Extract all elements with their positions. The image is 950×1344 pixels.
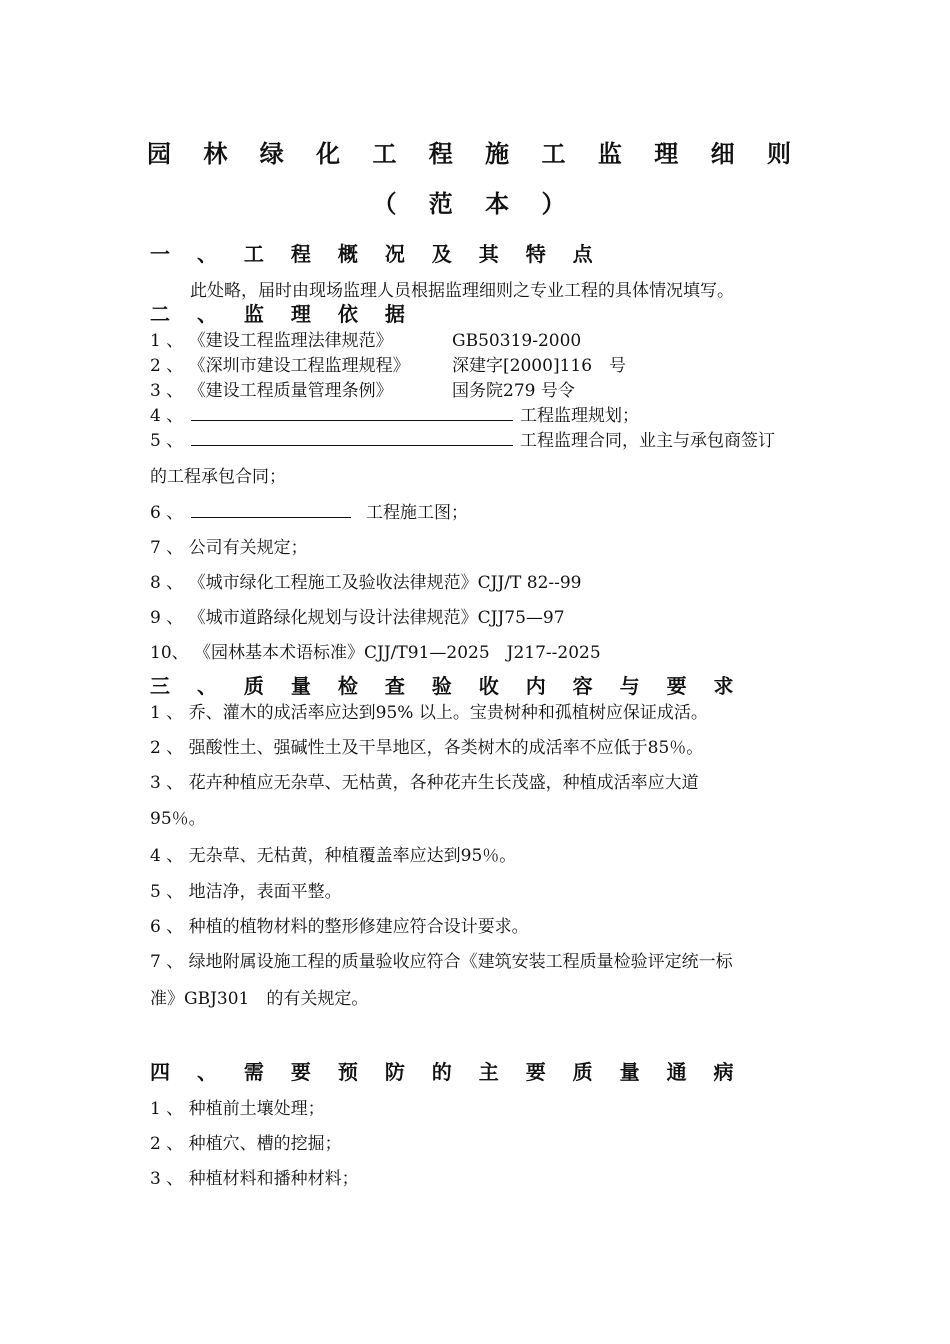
quality-item-3: 3 、 花卉种植应无杂草、无枯黄，各种花卉生长茂盛，种植成活率应大道 — [150, 773, 699, 793]
basis-item-3: 3 、 《建设工程质量管理条例》 国务院279 号令 — [150, 381, 575, 401]
section-heading-1: 一 、 工 程 概 况 及 其 特 点 — [150, 242, 603, 266]
basis-item-8: 8 、 《城市绿化工程施工及验收法律规范》CJJ/T 82--99 — [150, 573, 582, 593]
blank-line — [191, 431, 513, 446]
section-heading-4: 四 、 需 要 预 防 的 主 要 质 量 通 病 — [150, 1060, 744, 1084]
basis-item-9: 9 、 《城市道路绿化规划与设计法律规范》CJJ75—97 — [150, 608, 565, 628]
defect-item-2: 2 、 种植穴、槽的挖掘； — [150, 1134, 342, 1154]
quality-item-6: 6 、 种植的植物材料的整形修建应符合设计要求。 — [150, 917, 529, 937]
blank-line — [191, 503, 351, 518]
basis-item-10: 10、 《园林基本术语标准》CJJ/T91—2025 J217--2025 — [150, 643, 601, 663]
quality-item-7-continued: 准》GBJ301 的有关规定。 — [150, 989, 369, 1009]
basis-item-4: 4 、 工程监理规划； — [150, 406, 640, 426]
quality-item-7: 7 、 绿地附属设施工程的质量验收应符合《建筑安装工程质量检验评定统一标 — [150, 952, 733, 972]
quality-item-2: 2 、 强酸性土、强碱性土及干旱地区，各类树木的成活率不应低于85％。 — [150, 738, 704, 758]
section-heading-2: 二 、 监 理 依 据 — [150, 302, 415, 326]
basis-item-1: 1 、 《建设工程监理法律规范》 GB50319-2000 — [150, 331, 582, 351]
quality-item-4: 4 、 无杂草、无枯黄，种植覆盖率应达到95％。 — [150, 846, 517, 866]
quality-item-5: 5 、 地洁净，表面平整。 — [150, 882, 342, 902]
blank-line — [191, 406, 513, 421]
quality-item-3-continued: 95％。 — [150, 809, 206, 829]
basis-item-5: 5 、 工程监理合同，业主与承包商签订 — [150, 431, 776, 451]
basis-item-5-continued: 的工程承包合同； — [150, 467, 286, 487]
document-title: 园 林 绿 化 工 程 施 工 监 理 细 则 — [147, 139, 803, 168]
basis-item-6: 6 、 工程施工图； — [150, 503, 469, 523]
document-subtitle: （ 范 本 ） — [372, 189, 578, 218]
basis-item-7: 7 、 公司有关规定； — [150, 538, 308, 558]
basis-item-2: 2 、 《深圳市建设工程监理规程》 深建字[2000]116 号 — [150, 356, 627, 376]
section-heading-3: 三 、 质 量 检 查 验 收 内 容 与 要 求 — [150, 674, 744, 698]
defect-item-3: 3 、 种植材料和播种材料； — [150, 1169, 359, 1189]
defect-item-1: 1 、 种植前土壤处理； — [150, 1099, 325, 1119]
section-1-body: 此处略，届时由现场监理人员根据监理细则之专业工程的具体情况填写。 — [190, 281, 734, 301]
quality-item-1: 1 、 乔、灌木的成活率应达到95% 以上。宝贵树种和孤植树应保证成活。 — [150, 703, 708, 723]
